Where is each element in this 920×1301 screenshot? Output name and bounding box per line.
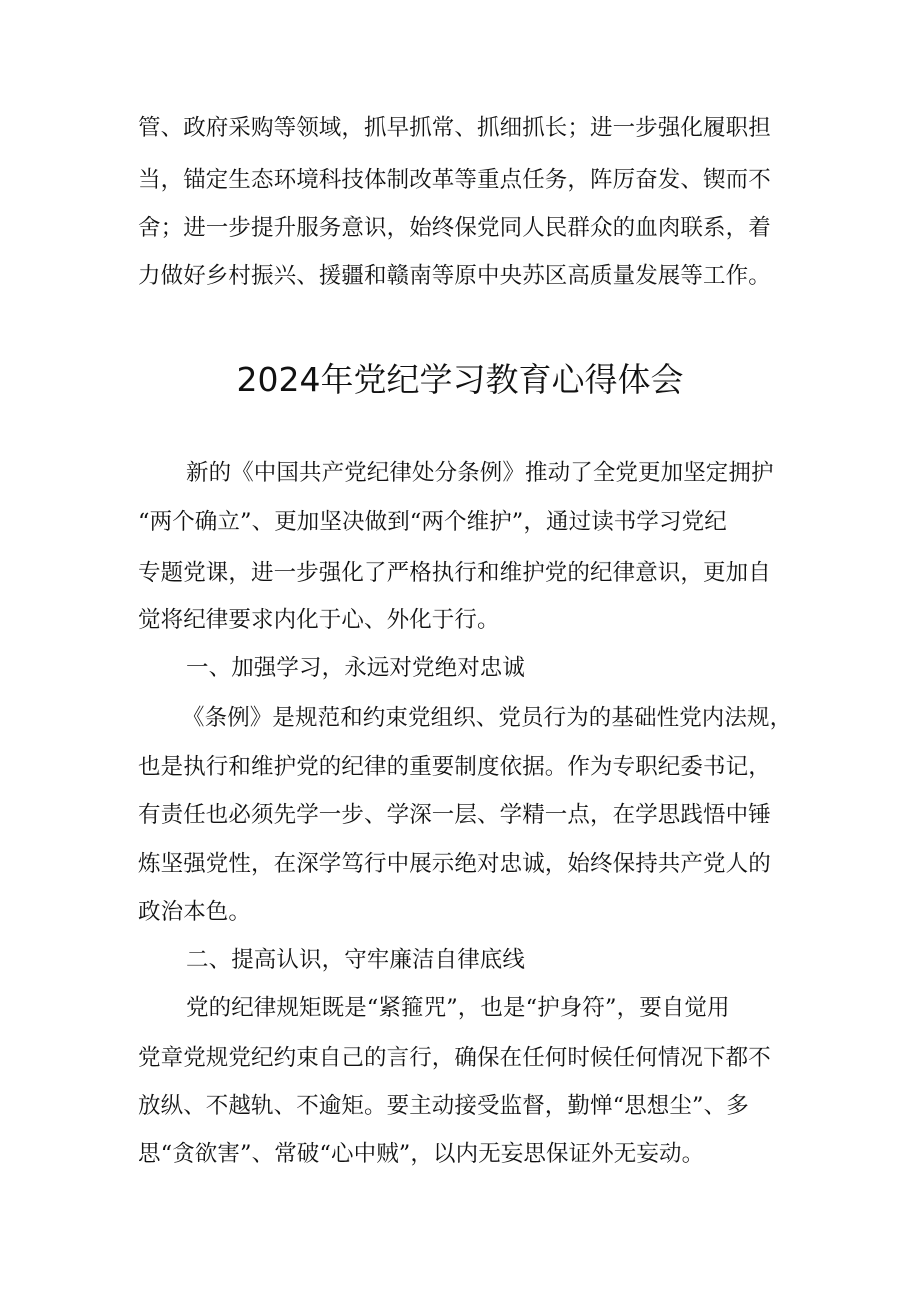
intro-line: 觉将纪律要求内化于心、外化于行。 [138,607,500,633]
continuation-line: 力做好乡村振兴、援疆和赣南等原中央苏区高质量发展等工作。 [138,263,771,289]
section2-line: 思“贪欲害”、常破“心中贼”，以内无妄思保证外无妄动。 [138,1141,705,1167]
section1-line: 有责任也必须先学一步、学深一层、学精一点，在学思践悟中锤 [138,802,771,828]
intro-line: 新的《中国共产党纪律处分条例》推动了全党更加坚定拥护 [186,460,774,486]
continuation-line: 管、政府采购等领域，抓早抓常、抓细抓长；进一步强化履职担 [138,115,771,141]
intro-line: “两个确立”、更加坚决做到“两个维护”，通过读书学习党纪 [138,509,727,535]
section1-heading: 一、加强学习，永远对党绝对忠诚 [186,655,526,681]
document-title: 2024年党纪学习教育心得体会 [236,360,684,399]
continuation-line: 当，锚定生态环境科技体制改革等重点任务，阵厉奋发、锲而不 [138,167,771,193]
section1-line: 《条例》是规范和约束党组织、党员行为的基础性党内法规， [182,705,793,731]
section2-line: 党章党规党纪约束自己的言行，确保在任何时候任何情况下都不 [138,1045,771,1071]
intro-line: 专题党课，进一步强化了严格执行和维护党的纪律意识，更加自 [138,560,771,586]
section2-line: 放纵、不越轨、不逾矩。要主动接受监督，勤惮“思想尘”、多 [138,1093,749,1119]
section2-heading: 二、提高认识，守牢廉洁自律底线 [186,947,526,973]
section1-line: 也是执行和维护党的纪律的重要制度依据。作为专职纪委书记， [138,754,771,780]
section1-line: 炼坚强党性，在深学笃行中展示绝对忠诚，始终保持共产党人的 [138,851,771,877]
section1-line: 政治本色。 [138,899,252,925]
section2-line: 党的纪律规矩既是“紧箍咒”，也是“护身符”，要自觉用 [186,995,730,1021]
continuation-line: 舍；进一步提升服务意识，始终保党同人民群众的血肉联系，着 [138,215,771,241]
